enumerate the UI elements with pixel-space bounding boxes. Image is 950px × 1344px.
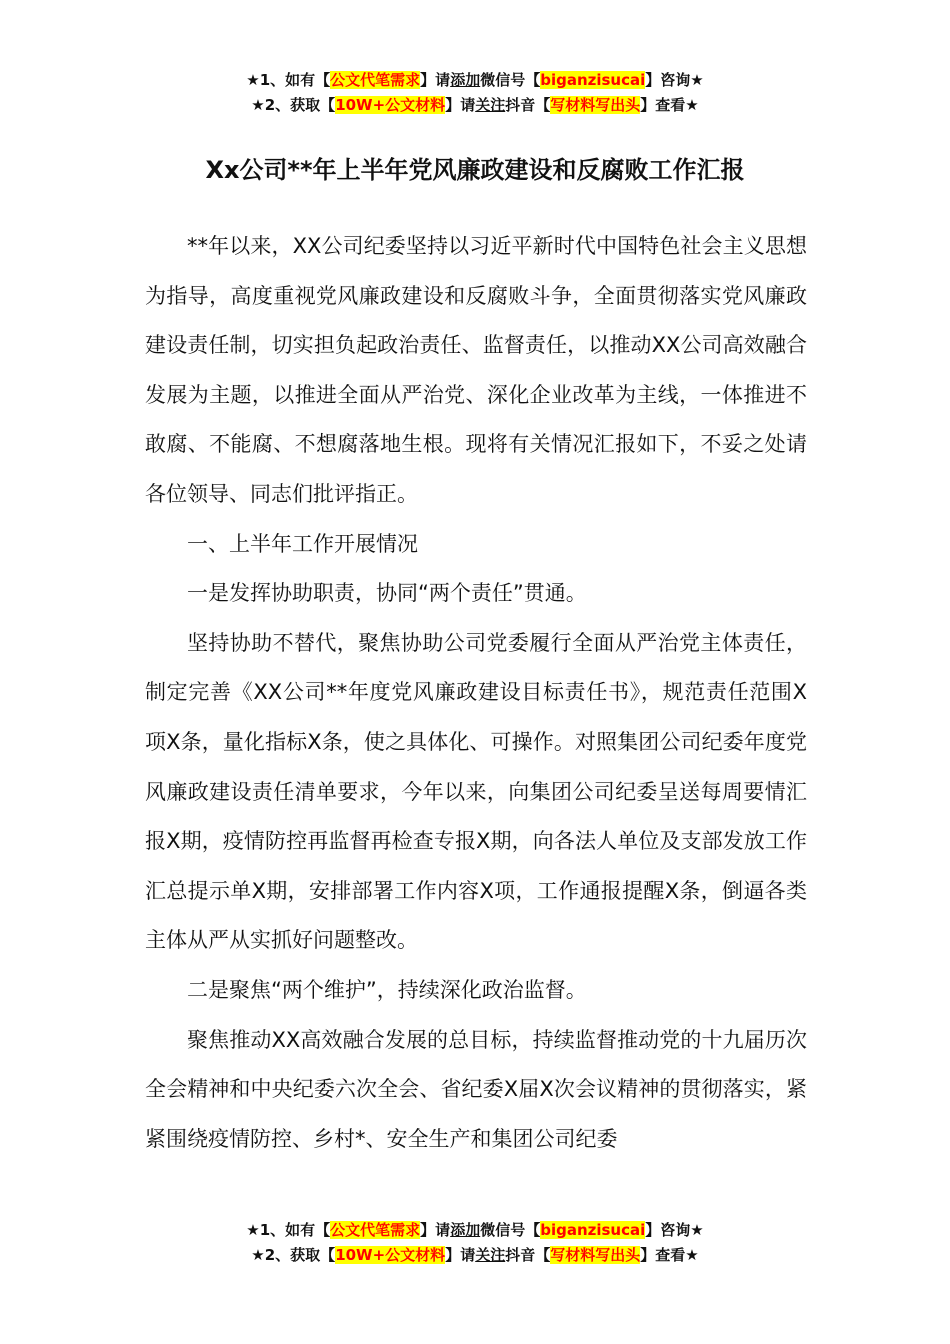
subheading-2: 二是聚焦“两个维护”，持续深化政治监督。 [187,977,587,1002]
section-heading: 一、上半年工作开展情况 [187,531,418,556]
highlight-service: 公文代笔需求 [330,71,421,89]
banner-line-2: ★2、获取【10W+公文材料】请关注抖音【写材料写出头】查看★ [251,96,699,114]
paragraph-2: 聚焦推动XX高效融合发展的总目标，持续监督推动党的十九届历次全会精神和中央纪委六次全会、省纪委X届X次会议精神的贯彻落实，紧紧围绕疫情防控、乡村*、安全生产和集团公司纪委 [145,1027,807,1151]
subheading-1: 一是发挥协助职责，协同“两个责任”贯通。 [187,581,587,606]
bottom-banner [0,1218,950,1268]
highlight-wechat-id: biganzisucai [540,1221,646,1239]
highlight-wechat-id: biganzisucai [540,71,646,89]
document-body [145,222,807,1164]
top-banner [0,68,950,118]
document-title: Xx公司**年上半年党风廉政建设和反腐败工作汇报 [205,156,745,184]
banner-line-1: ★1、如有【公文代笔需求】请添加微信号【biganzisucai】咨询★ [246,1221,704,1239]
highlight-materials: 10W+公文材料 [335,96,446,114]
banner-line-2: ★2、获取【10W+公文材料】请关注抖音【写材料写出头】查看★ [251,1246,699,1264]
banner-line-1: ★1、如有【公文代笔需求】请添加微信号【biganzisucai】咨询★ [246,71,704,89]
highlight-douyin: 写材料写出头 [550,96,641,114]
highlight-materials: 10W+公文材料 [335,1246,446,1264]
paragraph-intro: **年以来，XX公司纪委坚持以习近平新时代中国特色社会主义思想为指导，高度重视党风廉政建设和反腐败斗争，全面贯彻落实党风廉政建设责任制，切实担负起政治责任、监督责任，以推动XX公司高效融合发展为主题，以推进全面从严治党、深化企业改革为主线，一体推进不敢腐、不能腐、不想腐落地生根。现将有关情况汇报如下，不妥之处请各位领导、同志们批评指正。 [145,234,807,506]
highlight-service: 公文代笔需求 [330,1221,421,1239]
paragraph-1: 坚持协助不替代，聚焦协助公司党委履行全面从严治党主体责任，制定完善《XX公司**年度党风廉政建设目标责任书》，规范责任范围X项X条，量化指标X条，使之具体化、可操作。对照集团公司纪委年度党风廉政建设责任清单要求，今年以来，向集团公司纪委呈送每周要情汇报X期，疫情防控再监督再检查专报X期，向各法人单位及支部发放工作汇总提示单X期，安排部署工作内容X项，工作通报提醒X条，倒逼各类主体从严从实抓好问题整改。 [145,630,807,953]
highlight-douyin: 写材料写出头 [550,1246,641,1264]
